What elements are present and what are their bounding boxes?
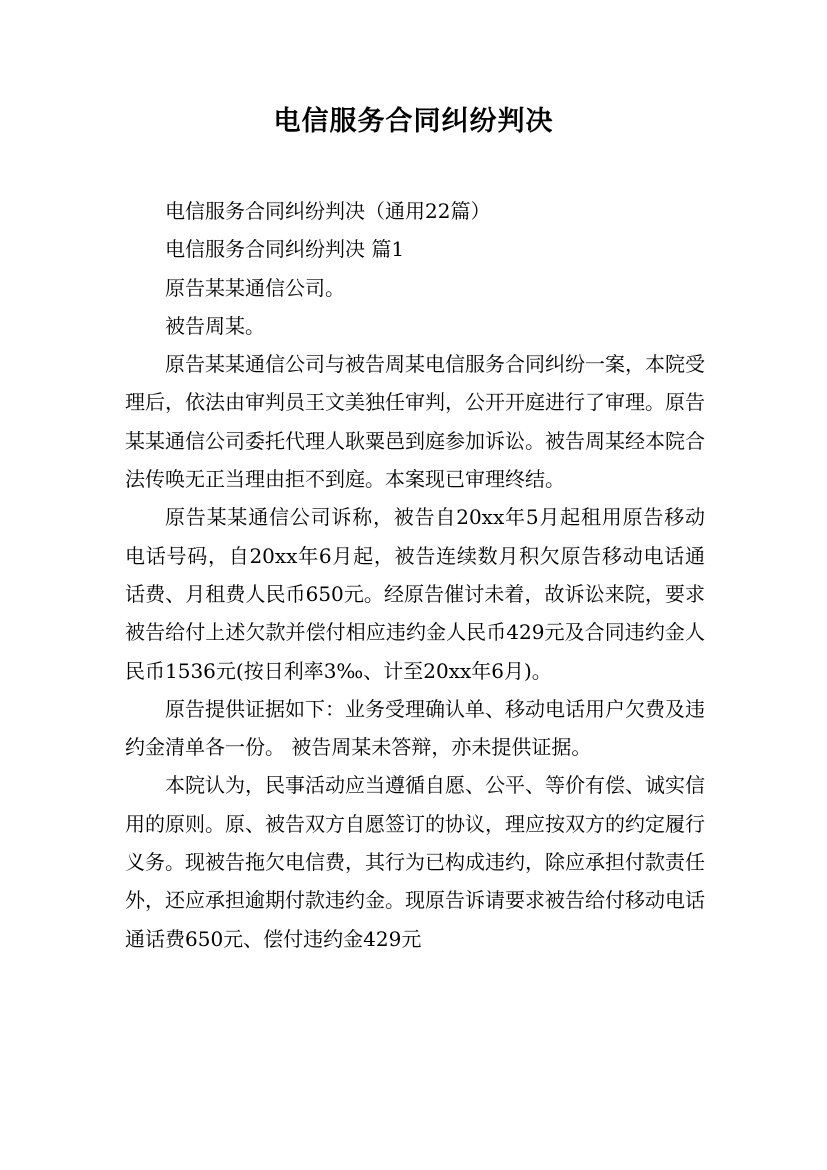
section-heading: 电信服务合同纠纷判决 篇1: [165, 237, 405, 262]
plaintiff-claim-paragraph: 原告某某通信公司诉称，被告自20xx年5月起租用原告移动电话号码，自20xx年6月起，被告连续数月积欠原告移动电话通话费、月租费人民币650元。经原告催讨未着，故诉讼来院，要求被告给付上述欠款并偿付相应违约金人民币429元及合同违约金人民币1536元(按日利率3‰、计至20xx年6月)。: [125, 505, 705, 683]
defendant-paragraph: 被告周某。: [165, 313, 265, 338]
document-body: [125, 192, 705, 958]
document-title: 电信服务合同纠纷判决: [273, 106, 554, 137]
plaintiff-paragraph: 原告某某通信公司。: [165, 275, 345, 300]
evidence-paragraph: 原告提供证据如下：业务受理确认单、移动电话用户欠费及违约金清单各一份。 被告周某未答辩，亦未提供证据。: [125, 696, 705, 760]
case-intro-paragraph: 原告某某通信公司与被告周某电信服务合同纠纷一案，本院受理后，依法由审判员王文美独任审判，公开开庭进行了审理。原告某某通信公司委托代理人耿粟邑到庭参加诉讼。被告周某经本院合法传唤无正当理由拒不到庭。本案现已审理终结。: [125, 352, 705, 492]
subtitle-paragraph: 电信服务合同纠纷判决（通用22篇）: [165, 199, 491, 223]
court-opinion-paragraph: 本院认为，民事活动应当遵循自愿、公平、等价有偿、诚实信用的原则。原、被告双方自愿签订的协议，理应按双方的约定履行义务。现被告拖欠电信费，其行为已构成违约，除应承担付款责任外，还应承担逾期付款违约金。现原告诉请要求被告给付移动电话通话费650元、偿付违约金429元: [125, 773, 705, 951]
